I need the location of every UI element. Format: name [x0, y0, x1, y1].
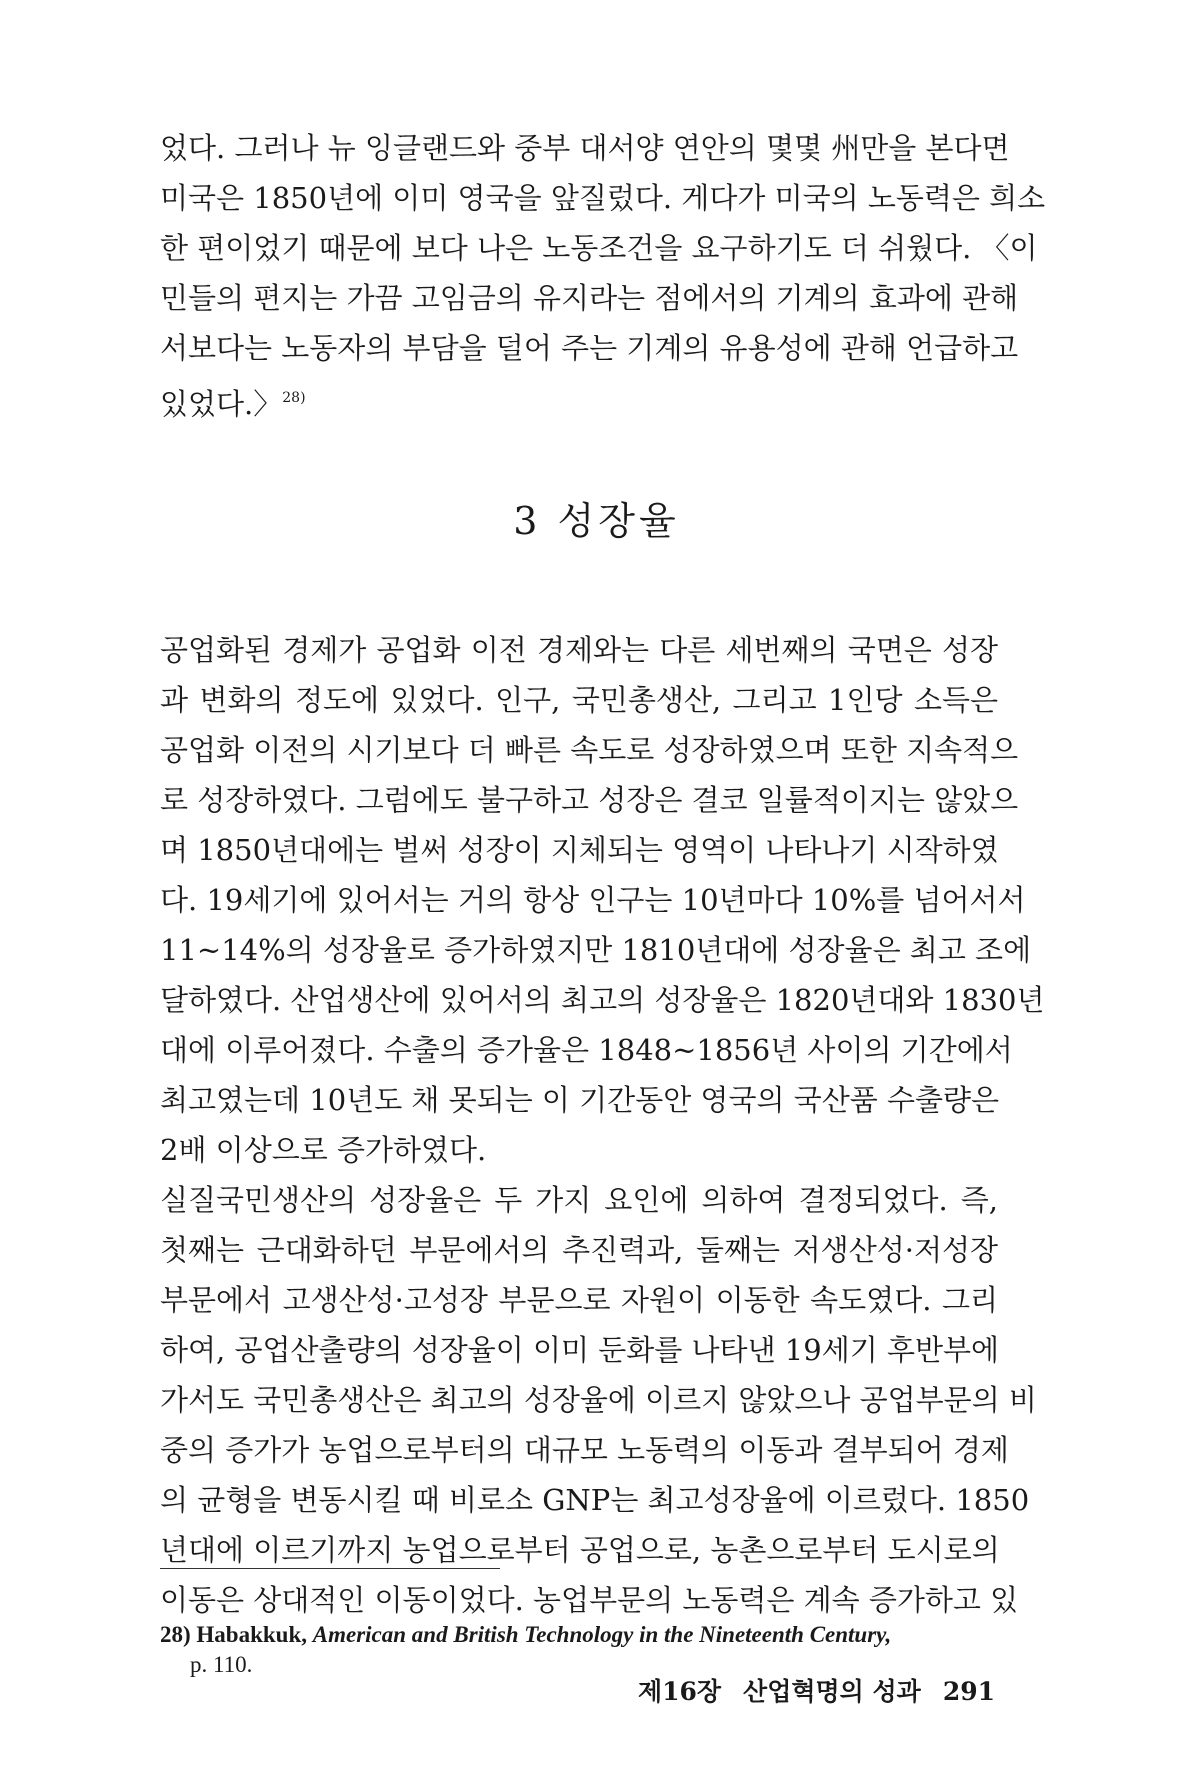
text-line: 한 편이었기 때문에 보다 나은 노동조건을 요구하기도 더 쉬웠다. 〈이 — [160, 231, 1038, 265]
text-line: 실질국민생산의 성장율은 두 가지 요인에 의하여 결정되었다. 즉, — [160, 1183, 998, 1217]
text-line: 다. 19세기에 있어서는 거의 항상 인구는 10년마다 10%를 넘어서서 — [160, 883, 1026, 917]
section-heading: 3 성장율 — [513, 499, 680, 543]
text-line: 11~14%의 성장율로 증가하였지만 1810년대에 성장율은 최고 조에 — [160, 933, 1032, 967]
chapter-number: 제16장 — [637, 1677, 722, 1706]
footnote — [160, 1620, 1010, 1650]
text-line: 가서도 국민총생산은 최고의 성장율에 이르지 않았으나 공업부문의 비 — [160, 1383, 1037, 1417]
text-line: 년대에 이르기까지 농업으로부터 공업으로, 농촌으로부터 도시로의 — [160, 1533, 1000, 1567]
text-line-with-ref — [160, 378, 998, 424]
text-line: 과 변화의 정도에 있었다. 인구, 국민총생산, 그리고 1인당 소득은 — [160, 683, 998, 717]
footnote-author: Habakkuk, — [196, 1622, 308, 1647]
text-line: 대에 이루어졌다. 수출의 증가율은 1848~1856년 사이의 기간에서 — [160, 1033, 1013, 1067]
footnote-divider — [160, 1568, 500, 1569]
text-line: 이동은 상대적인 이동이었다. 농업부문의 노동력은 계속 증가하고 있 — [160, 1583, 1019, 1617]
text-line: 첫째는 근대화하던 부문에서의 추진력과, 둘째는 저생산성·저성장 — [160, 1233, 998, 1267]
text-line: 민들의 편지는 가끔 고임금의 유지라는 점에서의 기계의 효과에 관해 — [160, 281, 1019, 315]
footnote-ref: 28) — [282, 390, 306, 406]
footnote-title: American and British Technology in the Nineteenth Century, — [312, 1622, 892, 1647]
text-line: 미국은 1850년에 이미 영국을 앞질렀다. 게다가 미국의 노동력은 희소 — [160, 181, 1046, 215]
text-line: 달하였다. 산업생산에 있어서의 최고의 성장율은 1820년대와 1830년 — [160, 983, 1045, 1017]
text-line: 로 성장하였다. 그럼에도 불구하고 성장은 결코 일률적이지는 않았으 — [160, 783, 1019, 817]
text-line: 었다. 그러나 뉴 잉글랜드와 중부 대서양 연안의 몇몇 州만을 본다면 — [160, 131, 1010, 165]
footnote-number: 28) — [160, 1622, 191, 1647]
chapter-title: 산업혁명의 성과 — [743, 1677, 921, 1706]
text-line: 공업화 이전의 시기보다 더 빠른 속도로 성장하였으며 또한 지속적으 — [160, 733, 1019, 767]
text-line: 며 1850년대에는 벌써 성장이 지체되는 영역이 나타나기 시작하였 — [160, 833, 999, 867]
text-line: 2배 이상으로 증가하였다. — [160, 1133, 487, 1167]
text-line: 공업화된 경제가 공업화 이전 경제와는 다른 세번째의 국면은 성장 — [160, 633, 998, 667]
text-line: 의 균형을 변동시킬 때 비로소 GNP는 최고성장율에 이르렀다. 1850 — [160, 1483, 1030, 1517]
text-line: 최고였는데 10년도 채 못되는 이 기간동안 영국의 국산품 수출량은 — [160, 1083, 1000, 1117]
running-footer — [638, 1672, 995, 1708]
footnote-page: p. 110. — [190, 1652, 253, 1677]
text-line: 하여, 공업산출량의 성장율이 이미 둔화를 나타낸 19세기 후반부에 — [160, 1333, 1000, 1367]
text-line: 부문에서 고생산성·고성장 부문으로 자원이 이동한 속도였다. 그리 — [160, 1283, 998, 1317]
text-line: 있었다.〉 — [160, 387, 283, 421]
text-line: 중의 증가가 농업으로부터의 대규모 노동력의 이동과 결부되어 경제 — [160, 1433, 1009, 1467]
page-number: 291 — [942, 1677, 995, 1706]
text-line: 서보다는 노동자의 부담을 덜어 주는 기계의 유용성에 관해 언급하고 — [160, 331, 1019, 365]
